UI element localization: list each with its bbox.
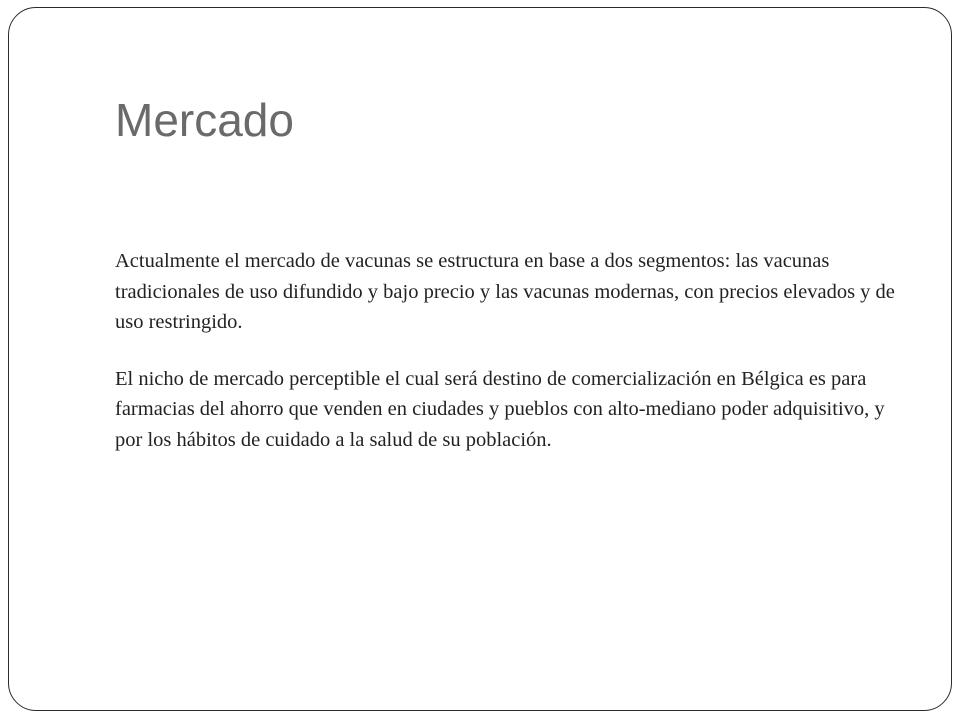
slide-frame: [8, 7, 952, 711]
paragraph-segments: Actualmente el mercado de vacunas se estructura en base a dos segmentos: las vacunas tradicionales de uso difundido y bajo precio y las vacunas modernas, con precios elevados y de uso restringido.: [115, 250, 895, 333]
slide-title: Mercado: [115, 94, 294, 146]
slide-body: [115, 246, 915, 481]
paragraph-market-niche: El nicho de mercado perceptible el cual será destino de comercialización en Bélgica es para farmacias del ahorro que venden en ciudades y pueblos con alto-mediano poder adquisitivo, y por los hábitos de cuidado a la salud de su población.: [115, 367, 885, 451]
